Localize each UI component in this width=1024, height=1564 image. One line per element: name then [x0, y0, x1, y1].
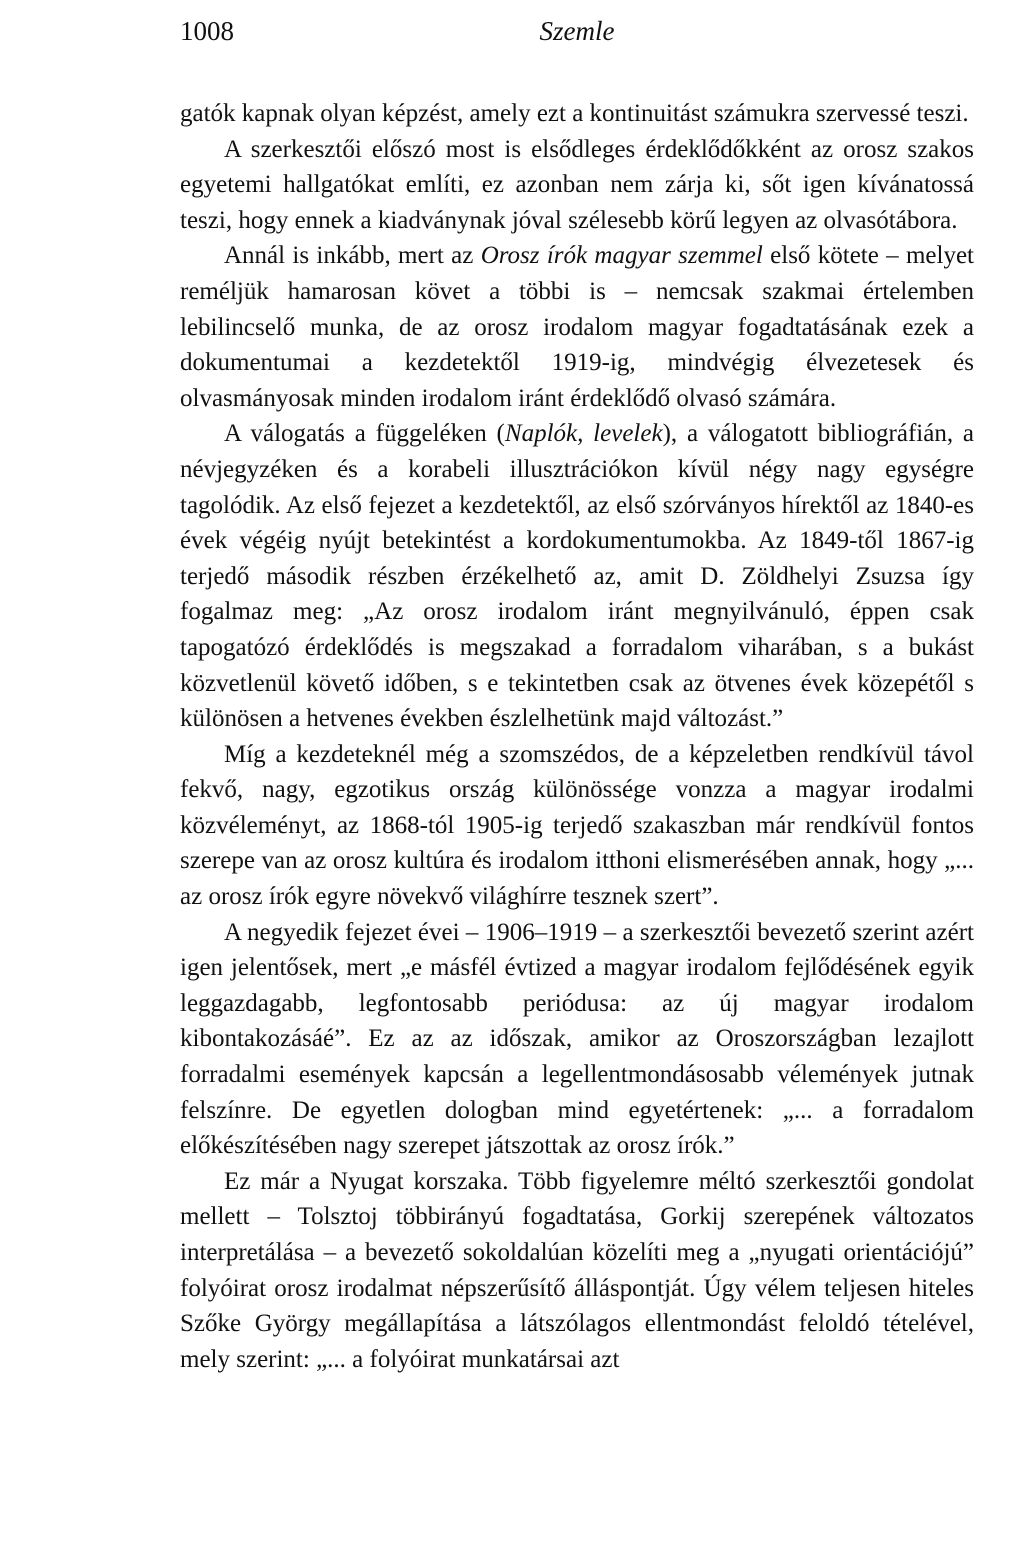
- paragraph-text: A válogatás a függeléken (: [224, 420, 505, 448]
- italic-title-text: Naplók, levelek: [504, 420, 663, 448]
- paragraph-text: első kötete – melyet reméljük hamarosan követ a többi is – nemcsak szakmai értelemben lebilincselő munka, de az orosz irodalom magyar fogadtatásának ezek a dokumentumai a kezdetektől 1919-ig, mindvégig élvezetesek és olvasmányosak minden irodalom iránt érdeklődő olvasó számára.: [180, 242, 974, 412]
- paragraph-text: Ez már a Nyugat korszaka. Több figyelemre méltó szerkesztői gondolat mellett – Tolsztoj többirányú fogadtatása, Gorkij szerepének változatos interpretálása – a bevezető sokoldalúan közelíti meg a „nyugati orientációjú” folyóirat orosz irodalmat népszerűsítő álláspontját. Úgy vélem teljesen hiteles Szőke György megállapítása a látszólagos ellentmondást feloldó tételével, mely szerint: „... a folyóirat munkatársai azt: [180, 1167, 974, 1373]
- page-number: 1008: [180, 16, 234, 46]
- paragraph: [180, 737, 974, 915]
- paragraph: [180, 1164, 974, 1378]
- paragraph-text: Annál is inkább, mert az: [224, 242, 481, 270]
- paragraph: [180, 416, 974, 736]
- running-head: [180, 14, 974, 54]
- review-body-text: [180, 96, 974, 1377]
- paragraph-text: ), a válogatott bibliográfián, a névjegyzéken és a korabeli illusztrációkon kívül négy nagy egységre tagolódik. Az első fejezet a kezdetektől, az első szórványos hírektől az 1840-es évek végéig nyújt betekintést a kordokumentumokba. Az 1849-től 1867-ig terjedő második részben érzékelhető az, amit D. Zöldhelyi Zsuzsa így fogalmaz meg: „Az orosz irodalom iránt megnyilvánuló, éppen csak tapogatózó érdeklődés is megszakad a forradalom viharában, s a bukást közvetlenül követő időben, s e tekintetben csak az ötvenes évek közepétől s különösen a hetvenes években észlelhetünk majd változást.”: [180, 420, 974, 733]
- paragraph: [180, 238, 974, 416]
- paragraph-text: gatók kapnak olyan képzést, amely ezt a kontinuitást számukra szervessé teszi.: [180, 100, 969, 127]
- italic-title-text: Orosz írók magyar szemmel: [480, 242, 763, 270]
- paragraph-text: Míg a kezdeteknél még a szomszédos, de a képzeletben rendkívül távol fekvő, nagy, egzotikus ország különössége vonzza a magyar irodalmi közvéleményt, az 1868-tól 1905-ig terjedő szakaszban már rendkívül fontos szerepe van az orosz kultúra és irodalom itthoni elismerésében annak, hogy „... az orosz írók egyre növekvő világhírre tesznek szert”.: [180, 740, 974, 911]
- paragraph-text: A szerkesztői előszó most is elsődleges érdeklődőkként az orosz szakos egyetemi hallgatókat említi, ez azonban nem zárja ki, sőt igen kívánatossá teszi, hogy ennek a kiadványnak jóval szélesebb körű legyen az olvasótábora.: [180, 135, 974, 234]
- paragraph: [180, 915, 974, 1164]
- paragraph: [180, 132, 974, 239]
- section-title: Szemle: [539, 16, 615, 46]
- paragraph: [180, 96, 974, 132]
- paragraph-text: A negyedik fejezet évei – 1906–1919 – a szerkesztői bevezető szerint azért igen jelentősek, mert „e másfél évtized a magyar irodalom fejlődésének egyik leggazdagabb, legfontosabb periódusa: az új magyar irodalom kibontakozásáé”. Ez az az időszak, amikor az Oroszországban lezajlott forradalmi események kapcsán a legellentmondásosabb vélemények jutnak felszínre. De egyetlen dologban mind egyetértenek: „... a forradalom előkészítésében nagy szerepet játszottak az orosz írók.”: [180, 918, 974, 1160]
- journal-page: [180, 14, 974, 1554]
